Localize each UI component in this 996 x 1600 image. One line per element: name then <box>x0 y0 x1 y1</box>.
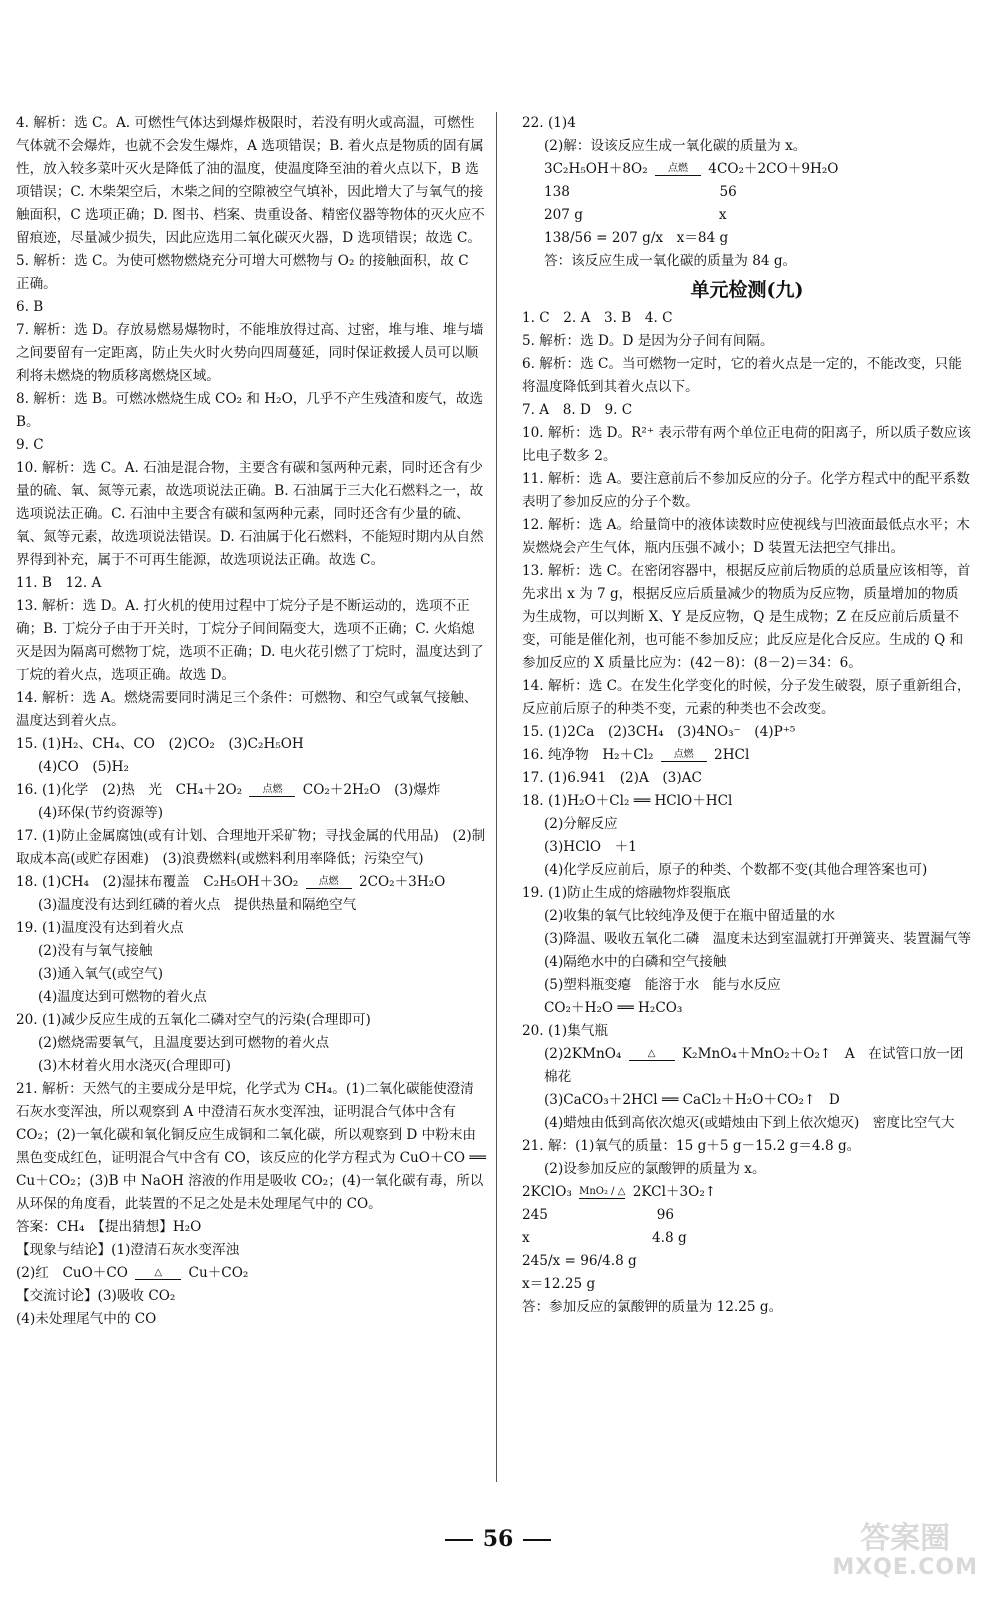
answer-line: 6. B <box>16 299 44 315</box>
answer-line: 15. (1)2Ca (2)3CH₄ (3)4NO₃⁻ (4)P⁺⁵ <box>522 724 796 740</box>
answer-line: 18. (1)H₂O＋Cl₂ ══ HClO＋HCl <box>522 793 733 809</box>
answer-line: 答：该反应生成一氧化碳的质量为 84 g。 <box>544 253 797 269</box>
answer-line: 16. 纯净物 H₂＋Cl₂ 点燃 2HCl <box>522 747 750 763</box>
condition-label: △ <box>154 1267 163 1278</box>
answer-line: (2)解：设该反应生成一氧化碳的质量为 x。 <box>544 138 807 154</box>
answer-line: 2KClO₃ MnO₂ / △ 2KCl＋3O₂↑ <box>522 1184 717 1200</box>
reaction-condition <box>249 784 295 797</box>
answer-line: (2)红 CuO＋CO △ Cu＋CO₂ <box>16 1265 249 1281</box>
answer-line: (2)收集的氧气比较纯净及便于在瓶中留适量的水 <box>544 908 836 924</box>
answer-line: 5. 解析：选 C。为使可燃物燃烧充分可增大可燃物与 O₂ 的接触面积，故 C 正确。 <box>16 253 469 292</box>
reaction-condition <box>629 1048 675 1061</box>
answer-line: 20. (1)减少反应生成的五氧化二磷对空气的污染(合理即可) <box>16 1012 371 1028</box>
answer-line: 20. (1)集气瓶 <box>522 1023 608 1039</box>
answer-line: (3)CaCO₃＋2HCl ══ CaCl₂＋H₂O＋CO₂↑ D <box>544 1092 840 1108</box>
answer-line: 18. (1)CH₄ (2)湿抹布覆盖 C₂H₅OH＋3O₂ 点燃 2CO₂＋3H₂O <box>16 874 446 890</box>
reaction-condition <box>661 749 707 762</box>
answer-line: 11. B 12. A <box>16 575 102 591</box>
answer-line: 9. C <box>16 437 44 453</box>
answer-line: 22. (1)4 <box>522 115 576 131</box>
answer-line: 15. (1)H₂、CH₄、CO (2)CO₂ (3)C₂H₅OH <box>16 736 304 752</box>
answer-line: 6. 解析：选 C。当可燃物一定时，它的着火点是一定的，不能改变，只能将温度降低到其着火点以下。 <box>522 356 962 395</box>
answer-line: (2)分解反应 <box>544 816 618 832</box>
left-column <box>16 112 486 1331</box>
watermark-line1: 答案圈 <box>860 1521 951 1556</box>
condition-label: 点燃 <box>262 784 283 795</box>
right-column <box>522 112 972 1319</box>
answer-line: (3)HClO ＋1 <box>544 839 637 855</box>
section-title: 单元检测(九) <box>690 279 804 301</box>
answer-line: 19. (1)温度没有达到着火点 <box>16 920 184 936</box>
answer-line: (5)塑料瓶变瘪 能溶于水 能与水反应 <box>544 977 781 993</box>
watermark-logo <box>832 1522 978 1580</box>
answer-line: 14. 解析：选 C。在发生化学变化的时候，分子发生破裂，原子重新组合，反应前后原子的种类不变，元素的种类也不会改变。 <box>522 678 971 717</box>
answer-line: (2)没有与氧气接触 <box>38 943 153 959</box>
condition-label: △ <box>647 1048 656 1059</box>
column-divider <box>496 112 497 1482</box>
answer-line: (3)木材着火用水浇灭(合理即可) <box>38 1058 231 1074</box>
answer-line: 【现象与结论】(1)澄清石灰水变浑浊 <box>16 1242 240 1258</box>
answer-line: 5. 解析：选 D。D 是因为分子间有间隔。 <box>522 333 774 349</box>
answer-line: (4)化学反应前后，原子的种类、个数都不变(其他合理答案也可) <box>544 862 928 878</box>
reaction-condition <box>306 876 352 889</box>
answer-line: 【交流讨论】(3)吸收 CO₂ <box>16 1288 176 1304</box>
reaction-condition <box>579 1186 625 1199</box>
condition-label: 点燃 <box>318 876 339 887</box>
answer-line: (4)蜡烛由低到高依次熄灭(或蜡烛由下到上依次熄灭) 密度比空气大 <box>544 1115 955 1131</box>
reaction-condition <box>135 1267 181 1280</box>
answer-line: 答：参加反应的氯酸钾的质量为 12.25 g。 <box>522 1299 783 1315</box>
answer-line: 8. 解析：选 B。可燃冰燃烧生成 CO₂ 和 H₂O，几乎不产生残渣和废气，故选 B。 <box>16 391 484 430</box>
answer-line: (4)环保(节约资源等) <box>38 805 164 821</box>
answer-line: 10. 解析：选 D。R²⁺ 表示带有两个单位正电荷的阳离子，所以质子数应该比电子数多 2。 <box>522 425 971 464</box>
answer-line: 21. 解析：天然气的主要成分是甲烷，化学式为 CH₄。(1)二氧化碳能使澄清石灰水变浑浊，所以观察到 A 中澄清石灰水变浑浊，证明混合气体中含有 CO₂；(2)一氧化碳和氧化铜反应生成铜和二氧化碳，所以观察到 D 中粉末由黑色变成红色，证明混合气中含有 CO，该反应的化学方程式为 CuO＋CO ══ Cu＋CO₂；(3)B 中 NaOH 溶液的作用是吸收 CO₂；(4)一氧化碳有毒，所以从环保的角度看，此装置的不足之处是未处理尾气中的 CO。 <box>16 1081 486 1212</box>
answer-line: 138 56 <box>544 184 737 200</box>
answer-line: 14. 解析：选 A。燃烧需要同时满足三个条件：可燃物、和空气或氧气接触、温度达到着火点。 <box>16 690 478 729</box>
answer-line: 4. 解析：选 C。A. 可燃性气体达到爆炸极限时，若没有明火或高温，可燃性气体就不会爆炸，也就不会发生爆炸，A 选项错误；B. 着火点是物质的固有属性，放入较多菜叶灭火是降低了油的温度，使温度降至油的着火点以下，B 选项错误；C. 木柴架空后，木柴之间的空隙被空气填补，因此增大了与氧气的接触面积，C 选项正确；D. 图书、档案、贵重设备、精密仪器等物体的灭火应不留痕迹，尽量减少损失，因此应选用二氧化碳灭火器，D 选项错误；故选 C。 <box>16 115 485 246</box>
answer-line: 138/56 = 207 g/x x＝84 g <box>544 230 729 246</box>
answer-line: (4)CO (5)H₂ <box>38 759 129 775</box>
watermark-line2: MXQE.COM <box>832 1555 978 1580</box>
answer-line: 3C₂H₅OH＋8O₂ 点燃 4CO₂＋2CO＋9H₂O <box>544 161 839 177</box>
answer-line: 12. 解析：选 A。给量筒中的液体读数时应使视线与凹液面最低点水平；木炭燃烧会产生气体，瓶内压强不减小；D 装置无法把空气排出。 <box>522 517 970 556</box>
answer-line: (4)隔绝水中的白磷和空气接触 <box>544 954 727 970</box>
condition-label: 点燃 <box>673 749 694 760</box>
answer-line: (3)通入氧气(或空气) <box>38 966 164 982</box>
condition-label: 点燃 <box>667 163 688 174</box>
answer-line: 245 96 <box>522 1207 674 1223</box>
page-number-text: 56 <box>482 1526 514 1552</box>
answer-line: 7. 解析：选 D。存放易燃易爆物时，不能堆放得过高、过密，堆与堆、堆与墙之间要留有一定距离，防止失火时火势向四周蔓延，同时保证救援人员可以顺利将未燃烧的物质移离燃烧区域。 <box>16 322 484 384</box>
answer-line: 答案：CH₄ 【提出猜想】H₂O <box>16 1219 202 1235</box>
answer-line: 17. (1)6.941 (2)A (3)AC <box>522 770 702 786</box>
answer-line: 1. C 2. A 3. B 4. C <box>522 310 673 326</box>
answer-line: (3)降温、吸收五氧化二磷 温度未达到室温就打开弹簧夹、装置漏气等 <box>544 931 972 947</box>
answer-line: (4)未处理尾气中的 CO <box>16 1311 157 1327</box>
answer-line: CO₂＋H₂O ══ H₂CO₃ <box>544 1000 683 1016</box>
answer-line: (2)2KMnO₄ △ K₂MnO₄＋MnO₂＋O₂↑ A 在试管口放一团棉花 <box>544 1046 964 1085</box>
answer-line: 13. 解析：选 C。在密闭容器中，根据反应前后物质的总质量应该相等，首先求出 x 为 7 g，根据反应后质量减少的物质为反应物，质量增加的物质为生成物，可以判断 X、Y 是反应物，Q 是生成物；Z 在反应前后质量不变，可能是催化剂，也可能不参加反应；此反应是化合反应。生成的 Q 和参加反应的 X 质量比应为：(42－8)：(8－2)＝34：6。 <box>522 563 971 671</box>
answer-line: (3)温度没有达到红磷的着火点 提供热量和隔绝空气 <box>38 897 357 913</box>
answer-line: 16. (1)化学 (2)热 光 CH₄＋2O₂ 点燃 CO₂＋2H₂O (3)爆炸 <box>16 782 441 798</box>
answer-line: 245/x = 96/4.8 g <box>522 1253 637 1269</box>
answer-line: 7. A 8. D 9. C <box>522 402 633 418</box>
condition-label: MnO₂ / △ <box>579 1186 626 1197</box>
answer-line: x＝12.25 g <box>522 1276 596 1292</box>
answer-line: 19. (1)防止生成的熔融物炸裂瓶底 <box>522 885 731 901</box>
answer-line: 21. 解：(1)氧气的质量：15 g＋5 g－15.2 g＝4.8 g。 <box>522 1138 861 1154</box>
answer-line: 17. (1)防止金属腐蚀(或有计划、合理地开采矿物；寻找金属的代用品) (2)制取成本高(或贮存困难) (3)浪费燃料(或燃料利用率降低；污染空气) <box>16 828 486 867</box>
answer-line: (2)燃烧需要氧气，且温度要达到可燃物的着火点 <box>38 1035 330 1051</box>
answer-line: 10. 解析：选 C。A. 石油是混合物，主要含有碳和氢两种元素，同时还含有少量的硫、氧、氮等元素，故选项说法正确。B. 石油属于三大化石燃料之一，故选项说法正确。C. 石油中主要含有碳和氢两种元素，同时还含有少量的硫、氧、氮等元素，故选项说法错误。D. 石油属于化石燃料，不能短时期内从自然界得到补充，属于不可再生能源，故选项说法正确。故选 C。 <box>16 460 484 568</box>
answer-line: (4)温度达到可燃物的着火点 <box>38 989 207 1005</box>
answer-line: 11. 解析：选 A。要注意前后不参加反应的分子。化学方程式中的配平系数表明了参加反应的分子个数。 <box>522 471 970 510</box>
reaction-condition <box>655 163 701 176</box>
answer-line: 207 g x <box>544 207 727 223</box>
answer-line: x 4.8 g <box>522 1230 687 1246</box>
answer-line: (2)设参加反应的氯酸钾的质量为 x。 <box>544 1161 766 1177</box>
answer-line: 13. 解析：选 D。A. 打火机的使用过程中丁烷分子是不断运动的，选项不正确；B. 丁烷分子由于开关时，丁烷分子间间隔变大，选项不正确；C. 火焰熄灭是因为隔离可燃物丁烷，选项不正确；D. 电火花引燃了丁烷时，温度达到了丁烷的着火点，选项正确。故选 D。 <box>16 598 484 683</box>
